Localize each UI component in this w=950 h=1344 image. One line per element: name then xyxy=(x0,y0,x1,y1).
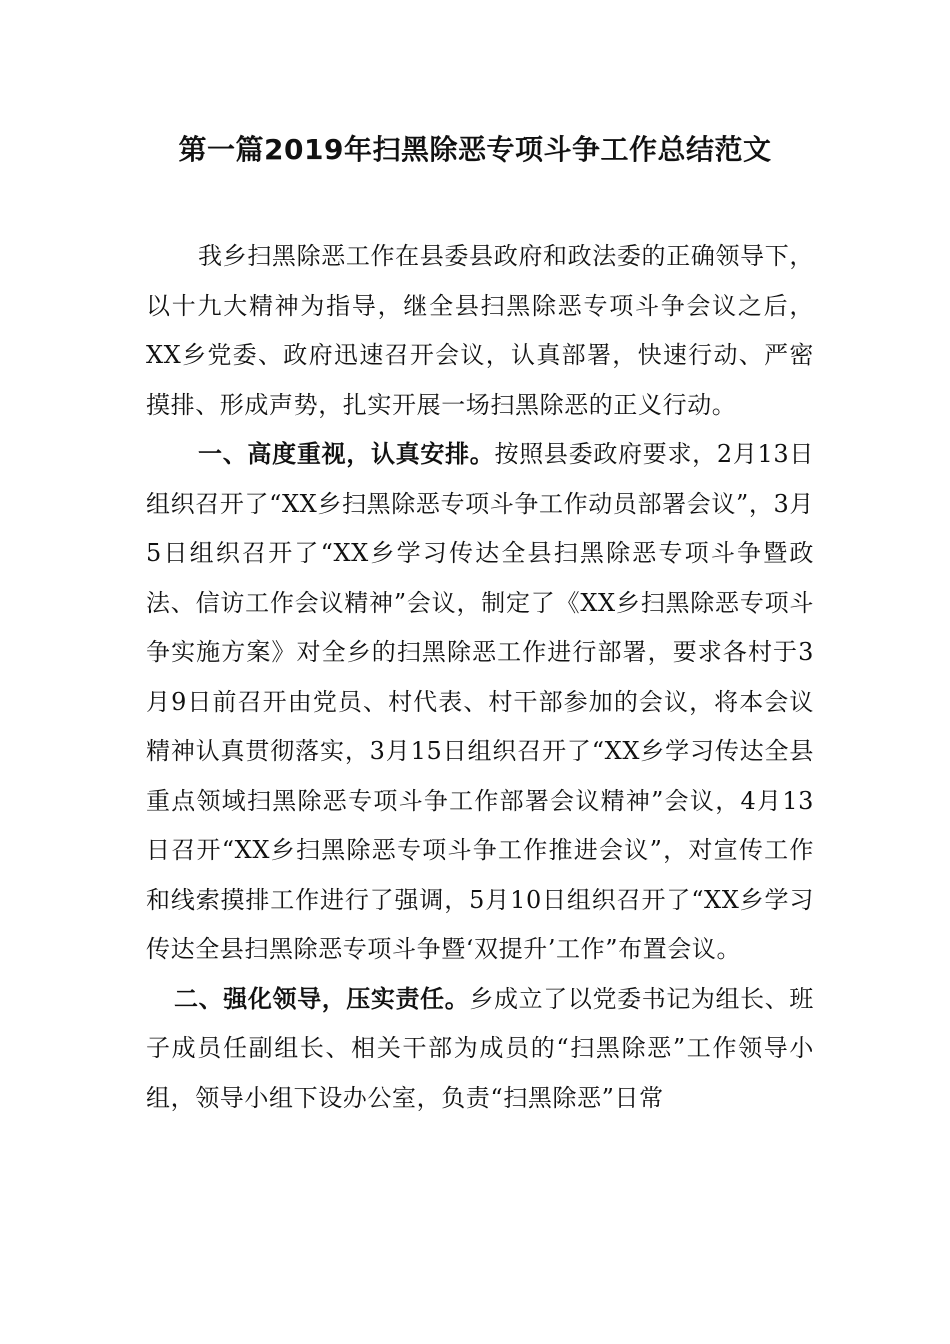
paragraph-text: 我乡扫黑除恶工作在县委县政府和政法委的正确领导下，以十九大精神为指导，继全县扫黑除恶专项斗争会议之后，XX乡党委、政府迅速召开会议，认真部署，快速行动、严密摸排、形成声势，扎实开展一场扫黑除恶的正义行动。 xyxy=(146,242,814,419)
paragraph-text: 乡成立了以党委书记为组长、班子成员任副组长、相关干部为成员的“扫黑除恶”工作领导小组，领导小组下设办公室，负责“扫黑除恶”日常 xyxy=(146,984,814,1112)
section-heading: 一、高度重视，认真安排。 xyxy=(198,440,495,468)
paragraph-section-2 xyxy=(146,975,814,1124)
paragraph-section-1 xyxy=(146,430,814,975)
document-body xyxy=(146,232,814,1123)
paragraph-text: 按照县委政府要求，2月13日组织召开了“XX乡扫黑除恶专项斗争工作动员部署会议”，3月5日组织召开了“XX乡学习传达全县扫黑除恶专项斗争暨政法、信访工作会议精神”会议，制定了《XX乡扫黑除恶专项斗争实施方案》对全乡的扫黑除恶工作进行部署，要求各村于3月9日前召开由党员、村代表、村干部参加的会议，将本会议精神认真贯彻落实，3月15日组织召开了“XX乡学习传达全县重点领域扫黑除恶专项斗争工作部署会议精神”会议，4月13日召开“XX乡扫黑除恶专项斗争工作推进会议”，对宣传工作和线索摸排工作进行了强调，5月10日组织召开了“XX乡学习传达全县扫黑除恶专项斗争暨‘双提升’工作”布置会议。 xyxy=(146,440,814,963)
document-title: 第一篇2019年扫黑除恶专项斗争工作总结范文 xyxy=(178,133,772,166)
paragraph-intro xyxy=(146,232,814,430)
section-heading: 二、强化领导，压实责任。 xyxy=(174,984,470,1013)
